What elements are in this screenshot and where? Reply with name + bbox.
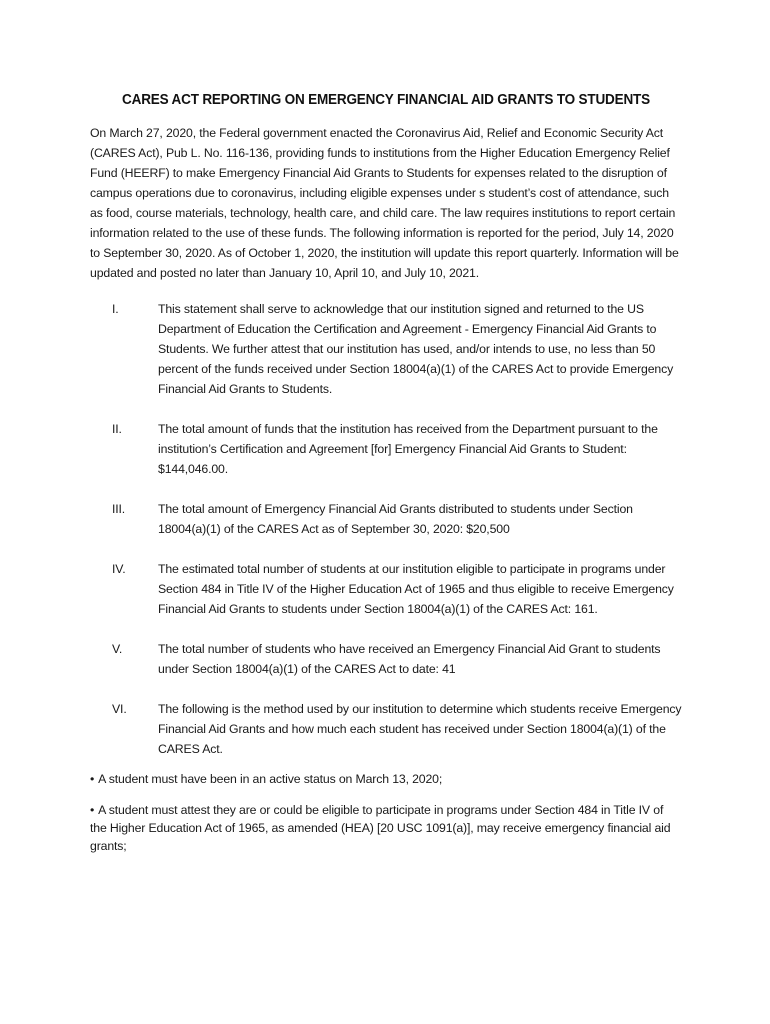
- bullet-item: [90, 769, 682, 789]
- list-item-number: VI.: [112, 702, 127, 716]
- list-item-number: IV.: [112, 562, 126, 576]
- list-item: [90, 299, 682, 399]
- bullet-mark: •: [90, 803, 95, 817]
- list-item-text: The total number of students who have received an Emergency Financial Aid Grant to students under Section 18004(a)(1) of the CARES Act to date: 41: [158, 642, 661, 676]
- list-item: [90, 499, 682, 539]
- intro-paragraph: On March 27, 2020, the Federal government enacted the Coronavirus Aid, Relief and Economic Security Act (CARES Act), Pub L. No. 116-136, providing funds to institutions from the Higher Education Emergency Relief Fund (HEERF) to make Emergency Financial Aid Grants to Students for expenses related to the disruption of campus operations due to coronavirus, including eligible expenses under s student’s cost of attendance, such as food, course materials, technology, health care, and child care. The law requires institutions to report certain information related to the use of these funds. The following information is reported for the period, July 14, 2020 to September 30, 2020. As of October 1, 2020, the institution will update this report quarterly. Information will be updated and posted no later than January 10, April 10, and July 10, 2021.: [90, 126, 679, 280]
- list-item-text: This statement shall serve to acknowledge that our institution signed and returned to the US Department of Education the Certification and Agreement - Emergency Financial Aid Grants to Students. We further attest that our institution has used, and/or intends to use, no less than 50 percent of the funds received under Section 18004(a)(1) of the CARES Act to provide Emergency Financial Aid Grants to Students.: [158, 302, 674, 396]
- list-item-number: V.: [112, 642, 123, 656]
- list-item-text: The total amount of funds that the institution has received from the Department pursuant to the institution’s Certification and Agreement [for] Emergency Financial Aid Grants to Student: $144,046.00.: [158, 422, 658, 476]
- list-item-text: The estimated total number of students at our institution eligible to participate in programs under Section 484 in Title IV of the Higher Education Act of 1965 and thus eligible to receive Emergency Financial Aid Grants to students under Section 18004(a)(1) of the CARES Act: 161.: [158, 562, 674, 616]
- list-item-number: III.: [112, 502, 126, 516]
- bullet-mark: •: [90, 772, 95, 786]
- list-item: [90, 639, 682, 679]
- list-item-text: The total amount of Emergency Financial Aid Grants distributed to students under Section 18004(a)(1) of the CARES Act as of September 30, 2020: $20,500: [158, 502, 633, 536]
- list-item-text: The following is the method used by our institution to determine which students receive Emergency Financial Aid Grants and how much each student has received under Section 18004(a)(1) of the CARES Act.: [158, 702, 682, 756]
- numbered-list: [90, 299, 682, 759]
- document-title: CARES ACT REPORTING ON EMERGENCY FINANCIAL AID GRANTS TO STUDENTS: [122, 92, 650, 108]
- bullet-text: A student must attest they are or could be eligible to participate in programs under Section 484 in Title IV of the Higher Education Act of 1965, as amended (HEA) [20 USC 1091(a)], may receive emergency financial aid grants;: [90, 803, 671, 853]
- list-item-number: II.: [112, 422, 122, 436]
- bullet-item: [90, 801, 682, 855]
- bullet-text: A student must have been in an active status on March 13, 2020;: [98, 772, 443, 786]
- document-page: [90, 92, 682, 867]
- list-item: [90, 559, 682, 619]
- list-item: [90, 699, 682, 759]
- list-item-number: I.: [112, 302, 119, 316]
- list-item: [90, 419, 682, 479]
